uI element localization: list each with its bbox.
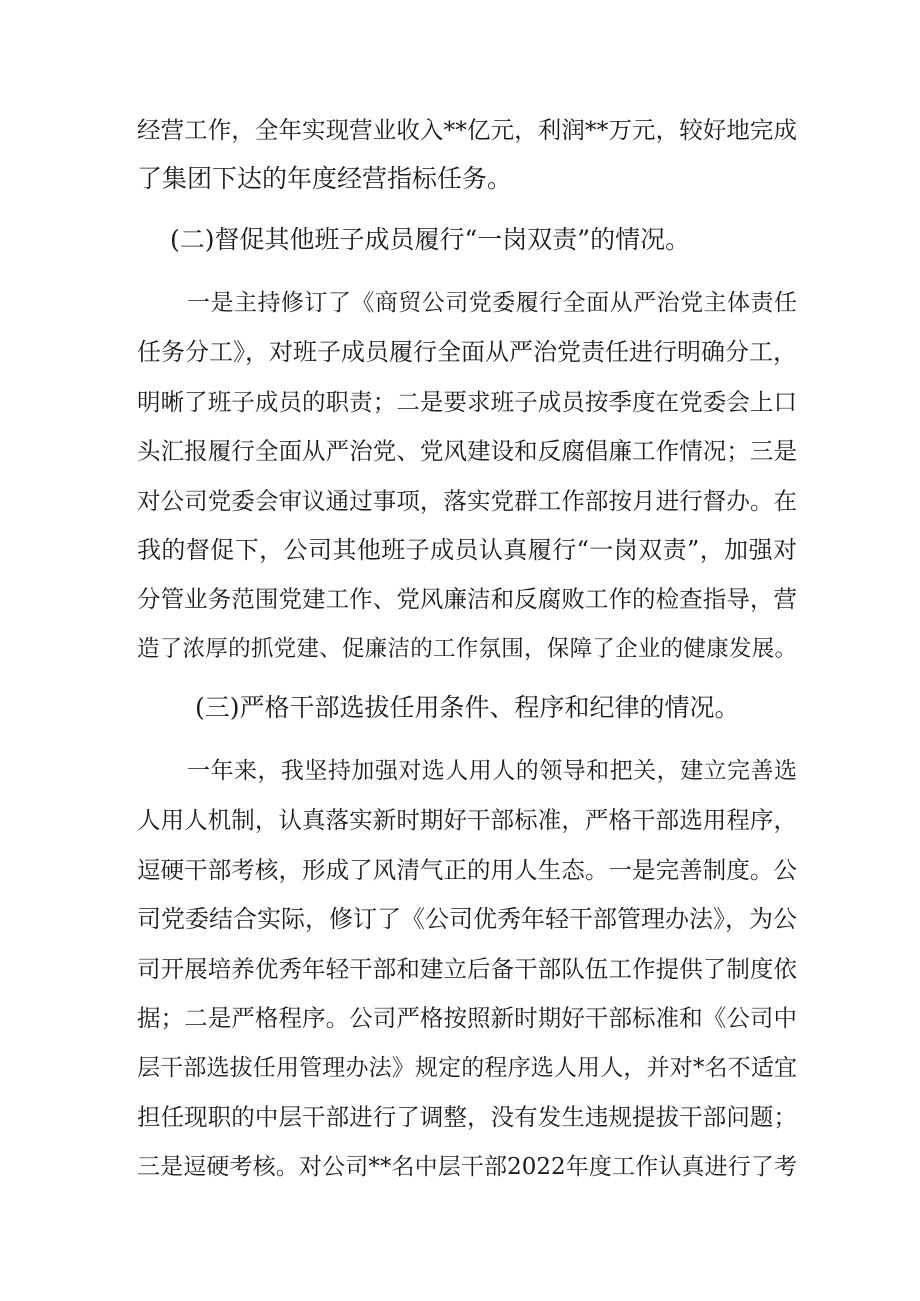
section-heading-2: (二)督促其他班子成员履行“一岗双责”的情况。 [170,225,691,254]
paragraph-3-line-1: 一年来，我坚持加强对选人用人的领导和把关，建立完善选 [187,758,797,784]
paragraph-3-line-3: 逗硬干部考核，形成了风清气正的用人生态。一是完善制度。公 [137,856,797,884]
paragraph-3-line-8: 担任现职的中层干部进行了调整，没有发生违规提拔干部问题； [137,1103,797,1131]
paragraph-3-line-9: 三是逗硬考核。对公司**名中层干部2022年度工作认真进行了考 [137,1154,797,1180]
section-heading-3: (三)严格干部选拔任用条件、程序和纪律的情况。 [195,693,740,722]
paragraph-2-line-7: 分管业务范围党建工作、党风廉洁和反腐败工作的检查指导，营 [137,585,797,613]
paragraph-2-line-1: 一是主持修订了《商贸公司党委履行全面从严治党主体责任 [187,290,797,316]
paragraph-3-line-4: 司党委结合实际，修订了《公司优秀年轻干部管理办法》，为公 [137,905,797,933]
paragraph-3-line-6: 据；二是严格程序。公司严格按照新时期好干部标准和《公司中 [137,1004,797,1032]
paragraph-1-line-1: 经营工作，全年实现营业收入**亿元，利润**万元，较好地完成 [137,116,797,144]
paragraph-2-line-3: 明晰了班子成员的职责；二是要求班子成员按季度在党委会上口 [137,388,797,416]
paragraph-3-line-2: 人用人机制，认真落实新时期好干部标准，严格干部选用程序， [137,806,797,834]
paragraph-2-line-2: 任务分工》，对班子成员履行全面从严治党责任进行明确分工， [137,338,797,366]
paragraph-2-line-5: 对公司党委会审议通过事项，落实党群工作部按月进行督办。在 [137,487,797,515]
paragraph-3-line-5: 司开展培养优秀年轻干部和建立后备干部队伍工作提供了制度依 [137,955,797,983]
paragraph-2-line-8: 造了浓厚的抓党建、促廉洁的工作氛围，保障了企业的健康发展。 [137,636,797,662]
paragraph-2-line-6: 我的督促下，公司其他班子成员认真履行“一岗双责”，加强对 [137,536,797,564]
paragraph-2-line-4: 头汇报履行全面从严治党、党风建设和反腐倡廉工作情况；三是 [137,437,797,465]
paragraph-3-line-7: 层干部选拔任用管理办法》规定的程序选人用人，并对*名不适宜 [137,1055,797,1081]
paragraph-1-line-2: 了集团下达的年度经营指标任务。 [137,164,513,193]
